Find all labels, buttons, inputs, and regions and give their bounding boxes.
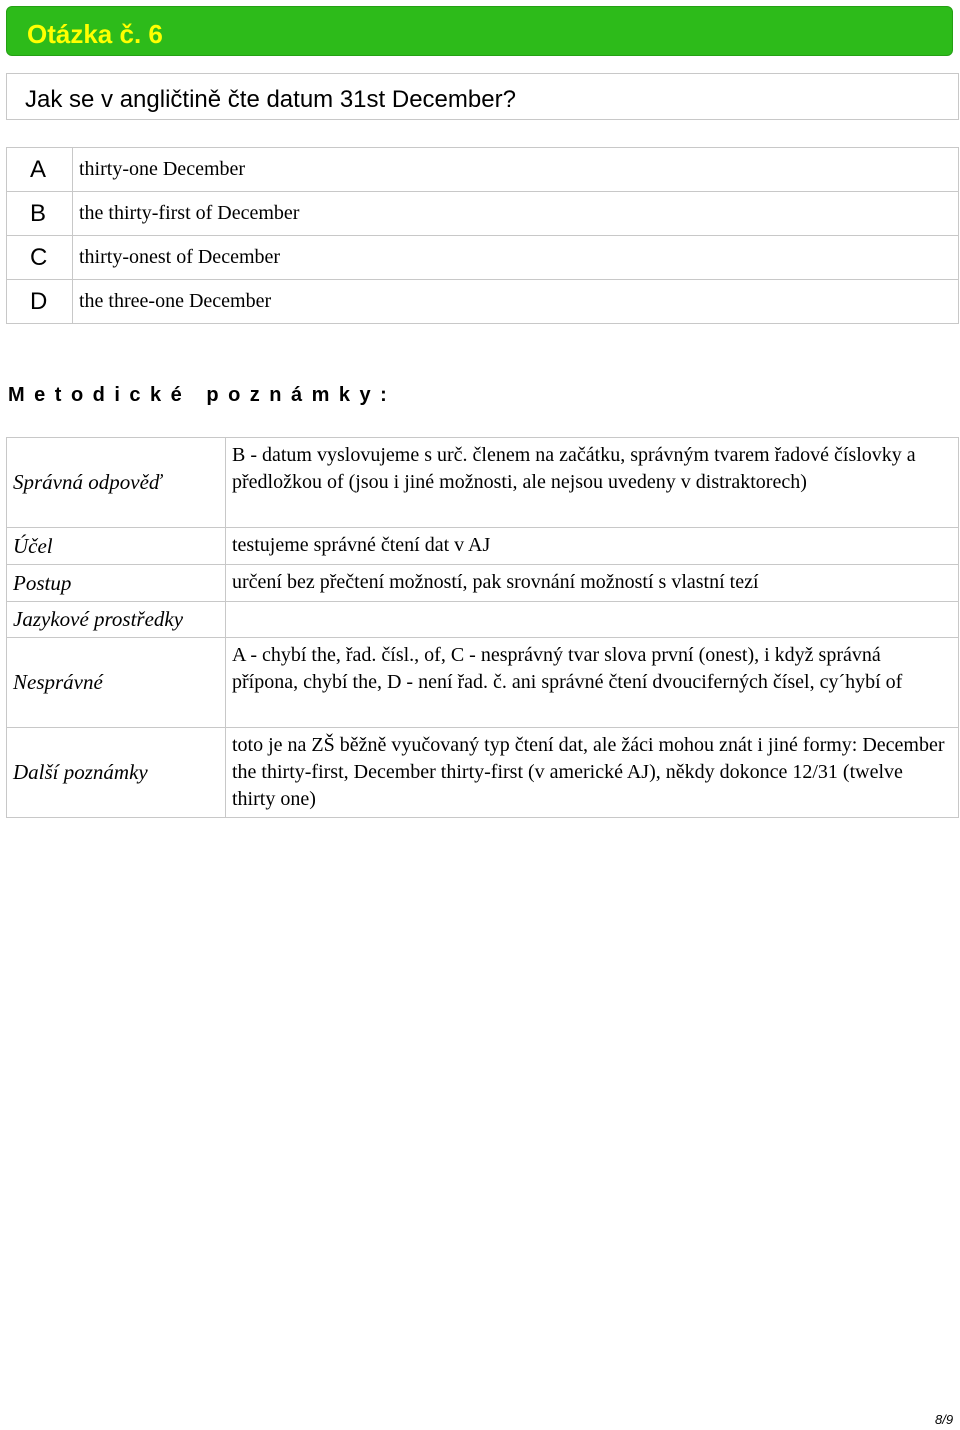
option-letter: C — [7, 236, 73, 280]
option-letter: D — [7, 280, 73, 324]
notes-label: Další poznámky — [7, 728, 226, 818]
notes-value: B - datum vyslovujeme s urč. členem na začátku, správným tvarem řadové číslovky a předložkou of (jsou i jiné možnosti, ale nejsou uvedeny v distraktorech) — [226, 438, 959, 528]
notes-value: testujeme správné čtení dat v AJ — [226, 528, 959, 565]
notes-row-procedure — [7, 565, 959, 602]
methodology-heading: Metodické poznámky: — [8, 384, 397, 406]
option-row-c — [7, 236, 959, 280]
notes-row-wrong — [7, 638, 959, 728]
option-text: the thirty-first of December — [73, 192, 959, 236]
notes-value — [226, 602, 959, 638]
question-box — [6, 73, 959, 120]
methodology-table — [6, 437, 959, 818]
notes-label: Jazykové prostředky — [7, 602, 226, 638]
option-text: thirty-onest of December — [73, 236, 959, 280]
option-letter: B — [7, 192, 73, 236]
question-number-title: Otázka č. 6 — [27, 19, 163, 49]
notes-row-language — [7, 602, 959, 638]
notes-label: Nesprávné — [7, 638, 226, 728]
notes-value: určení bez přečtení možností, pak srovnání možností s vlastní tezí — [226, 565, 959, 602]
option-row-d — [7, 280, 959, 324]
notes-value: toto je na ZŠ běžně vyučovaný typ čtení dat, ale žáci mohou znát i jiné formy: December the thirty-first, December thirty-first (v americké AJ), někdy dokonce 12/31 (twelve thirty one) — [226, 728, 959, 818]
notes-label: Správná odpověď — [7, 438, 226, 528]
notes-row-other — [7, 728, 959, 818]
option-text: thirty-one December — [73, 148, 959, 192]
option-row-b — [7, 192, 959, 236]
notes-label: Účel — [7, 528, 226, 565]
option-text: the three-one December — [73, 280, 959, 324]
notes-value: A - chybí the, řad. čísl., of, C - nesprávný tvar slova první (onest), i když správná přípona, chybí the, D - není řad. č. ani správné čtení dvouciferných čísel, cy´hybí of — [226, 638, 959, 728]
notes-row-correct — [7, 438, 959, 528]
option-letter: A — [7, 148, 73, 192]
question-text: Jak se v angličtině čte datum 31st December? — [25, 86, 516, 113]
question-header — [6, 6, 953, 56]
notes-label: Postup — [7, 565, 226, 602]
page-number: 8/9 — [935, 1412, 954, 1427]
notes-row-purpose — [7, 528, 959, 565]
option-row-a — [7, 148, 959, 192]
answer-options-table — [6, 147, 959, 324]
